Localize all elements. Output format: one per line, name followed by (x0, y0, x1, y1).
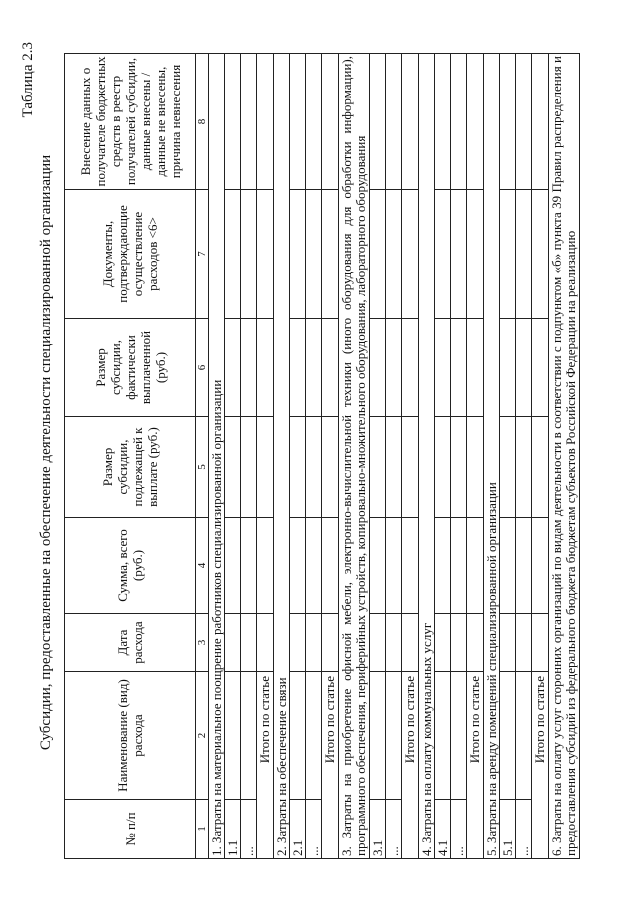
cell (306, 319, 322, 417)
section-row (339, 54, 370, 859)
table-row (225, 54, 241, 859)
cell (322, 190, 339, 319)
total-label: Итого по статье (467, 672, 484, 859)
cell (306, 417, 322, 518)
cell (516, 614, 532, 672)
cell (500, 417, 516, 518)
col-header-registry: Внесение данных о получателе бюджетных средств в реестр получателей субсидии, данные внесены / данные не внесены, причина невнесения (65, 54, 196, 190)
cell (500, 614, 516, 672)
row-number: 4.1 (435, 800, 451, 859)
cell (322, 319, 339, 417)
cell (241, 518, 257, 614)
cell (386, 54, 402, 190)
cell (532, 54, 549, 190)
section-row (274, 54, 290, 859)
col-number: 2 (196, 672, 209, 800)
cell (386, 190, 402, 319)
col-number: 1 (196, 800, 209, 859)
table-row (386, 54, 402, 859)
col-header-subsidy-due: Размер субсидии, подлежащей к выплате (руб.) (65, 417, 196, 518)
cell (370, 417, 386, 518)
cell (290, 190, 306, 319)
row-number: 3.1 (370, 800, 386, 859)
cell (386, 518, 402, 614)
cell (402, 319, 419, 417)
section-title: 5. Затраты на аренду помещений специализированной организации (484, 54, 500, 859)
cell (225, 190, 241, 319)
cell (290, 417, 306, 518)
cell (402, 417, 419, 518)
cell (370, 190, 386, 319)
document-title: Субсидии, предоставленные на обеспечение деятельности специализированной организации (38, 154, 54, 751)
cell (322, 54, 339, 190)
subsidies-table (64, 53, 580, 859)
cell (241, 190, 257, 319)
col-number: 4 (196, 518, 209, 614)
row-number: 1.1 (225, 800, 241, 859)
cell (322, 417, 339, 518)
cell (500, 190, 516, 319)
cell (467, 614, 484, 672)
cell (322, 518, 339, 614)
row-number: 5.1 (500, 800, 516, 859)
total-row (322, 54, 339, 859)
cell (467, 518, 484, 614)
cell (257, 417, 274, 518)
section-title: 1. Затраты на материальное поощрение работников специализированной организации (209, 54, 225, 859)
cell (451, 190, 467, 319)
cell (386, 417, 402, 518)
cell (435, 190, 451, 319)
cell (451, 672, 467, 800)
cell (306, 54, 322, 190)
row-number: ... (241, 800, 257, 859)
cell (225, 319, 241, 417)
total-label: Итого по статье (322, 672, 339, 859)
section-row (484, 54, 500, 859)
table-row (500, 54, 516, 859)
row-number: ... (451, 800, 467, 859)
cell (225, 518, 241, 614)
cell (386, 614, 402, 672)
cell (306, 672, 322, 800)
cell (500, 319, 516, 417)
cell (290, 672, 306, 800)
cell (467, 319, 484, 417)
col-number: 8 (196, 54, 209, 190)
section-title: 2. Затраты на обеспечение связи (274, 54, 290, 859)
cell (500, 672, 516, 800)
cell (370, 672, 386, 800)
cell (241, 614, 257, 672)
table-row (290, 54, 306, 859)
cell (435, 319, 451, 417)
section-row (419, 54, 435, 859)
total-row (402, 54, 419, 859)
col-number: 7 (196, 190, 209, 319)
cell (225, 672, 241, 800)
cell (435, 518, 451, 614)
cell (402, 614, 419, 672)
table-row (451, 54, 467, 859)
total-label: Итого по статье (257, 672, 274, 859)
col-header-total-sum: Сумма, всего (руб.) (65, 518, 196, 614)
col-header-date: Дата расхода (65, 614, 196, 672)
cell (500, 54, 516, 190)
cell (241, 319, 257, 417)
cell (467, 417, 484, 518)
section-title: 4. Затраты на оплату коммунальных услуг (419, 54, 435, 859)
col-header-expense-name: Наименование (вид) расхода (65, 672, 196, 800)
section-title: 6. Затраты на оплату услуг сторонних организаций по видам деятельности в соответствии с подпунктом «б» пункта 39 Правил распределения и предоставления субсидий из федерального бюджета бюджетам субъектов Российской Федерации на реализацию (549, 54, 580, 859)
cell (467, 190, 484, 319)
cell (241, 417, 257, 518)
cell (257, 319, 274, 417)
cell (257, 190, 274, 319)
col-header-number: № п/п (65, 800, 196, 859)
cell (532, 319, 549, 417)
row-number: ... (386, 800, 402, 859)
row-number: ... (306, 800, 322, 859)
cell (257, 518, 274, 614)
table-row (370, 54, 386, 859)
column-number-row (196, 54, 209, 859)
col-number: 6 (196, 319, 209, 417)
cell (370, 54, 386, 190)
cell (306, 614, 322, 672)
cell (435, 614, 451, 672)
cell (306, 518, 322, 614)
cell (290, 518, 306, 614)
total-label: Итого по статье (402, 672, 419, 859)
cell (322, 614, 339, 672)
cell (241, 672, 257, 800)
col-header-subsidy-paid: Размер субсидии, фактически выплаченной (руб.) (65, 319, 196, 417)
cell (257, 54, 274, 190)
cell (225, 54, 241, 190)
cell (451, 518, 467, 614)
col-header-documents: Документы, подтверждающие осуществление расходов <6> (65, 190, 196, 319)
total-row (257, 54, 274, 859)
col-number: 5 (196, 417, 209, 518)
cell (532, 518, 549, 614)
header-row (65, 54, 196, 859)
cell (402, 54, 419, 190)
cell (290, 54, 306, 190)
cell (532, 190, 549, 319)
cell (435, 672, 451, 800)
cell (370, 614, 386, 672)
cell (516, 672, 532, 800)
total-row (532, 54, 549, 859)
cell (451, 319, 467, 417)
cell (500, 518, 516, 614)
table-label: Таблица 2.3 (20, 42, 36, 118)
cell (241, 54, 257, 190)
cell (516, 54, 532, 190)
section-row (209, 54, 225, 859)
row-number: 2.1 (290, 800, 306, 859)
section-row (549, 54, 580, 859)
cell (451, 417, 467, 518)
cell (225, 417, 241, 518)
cell (516, 518, 532, 614)
cell (402, 518, 419, 614)
cell (516, 417, 532, 518)
cell (290, 319, 306, 417)
cell (451, 614, 467, 672)
cell (516, 319, 532, 417)
cell (532, 417, 549, 518)
table-row (241, 54, 257, 859)
table-row (435, 54, 451, 859)
col-number: 3 (196, 614, 209, 672)
cell (386, 672, 402, 800)
cell (386, 319, 402, 417)
cell (532, 614, 549, 672)
row-number: ... (516, 800, 532, 859)
table-row (516, 54, 532, 859)
total-row (467, 54, 484, 859)
cell (435, 417, 451, 518)
section-title: 3. Затраты на приобретение офисной мебели, электронно-вычислительной техники (иного оборудования для обработки информации), программного обеспечения, периферийных устройств, копировально-множительного оборудования, лабораторного оборудования (339, 54, 370, 859)
cell (451, 54, 467, 190)
cell (370, 319, 386, 417)
table-row (306, 54, 322, 859)
cell (225, 614, 241, 672)
cell (467, 54, 484, 190)
total-label: Итого по статье (532, 672, 549, 859)
cell (516, 190, 532, 319)
cell (257, 614, 274, 672)
cell (306, 190, 322, 319)
cell (402, 190, 419, 319)
cell (370, 518, 386, 614)
cell (290, 614, 306, 672)
cell (435, 54, 451, 190)
